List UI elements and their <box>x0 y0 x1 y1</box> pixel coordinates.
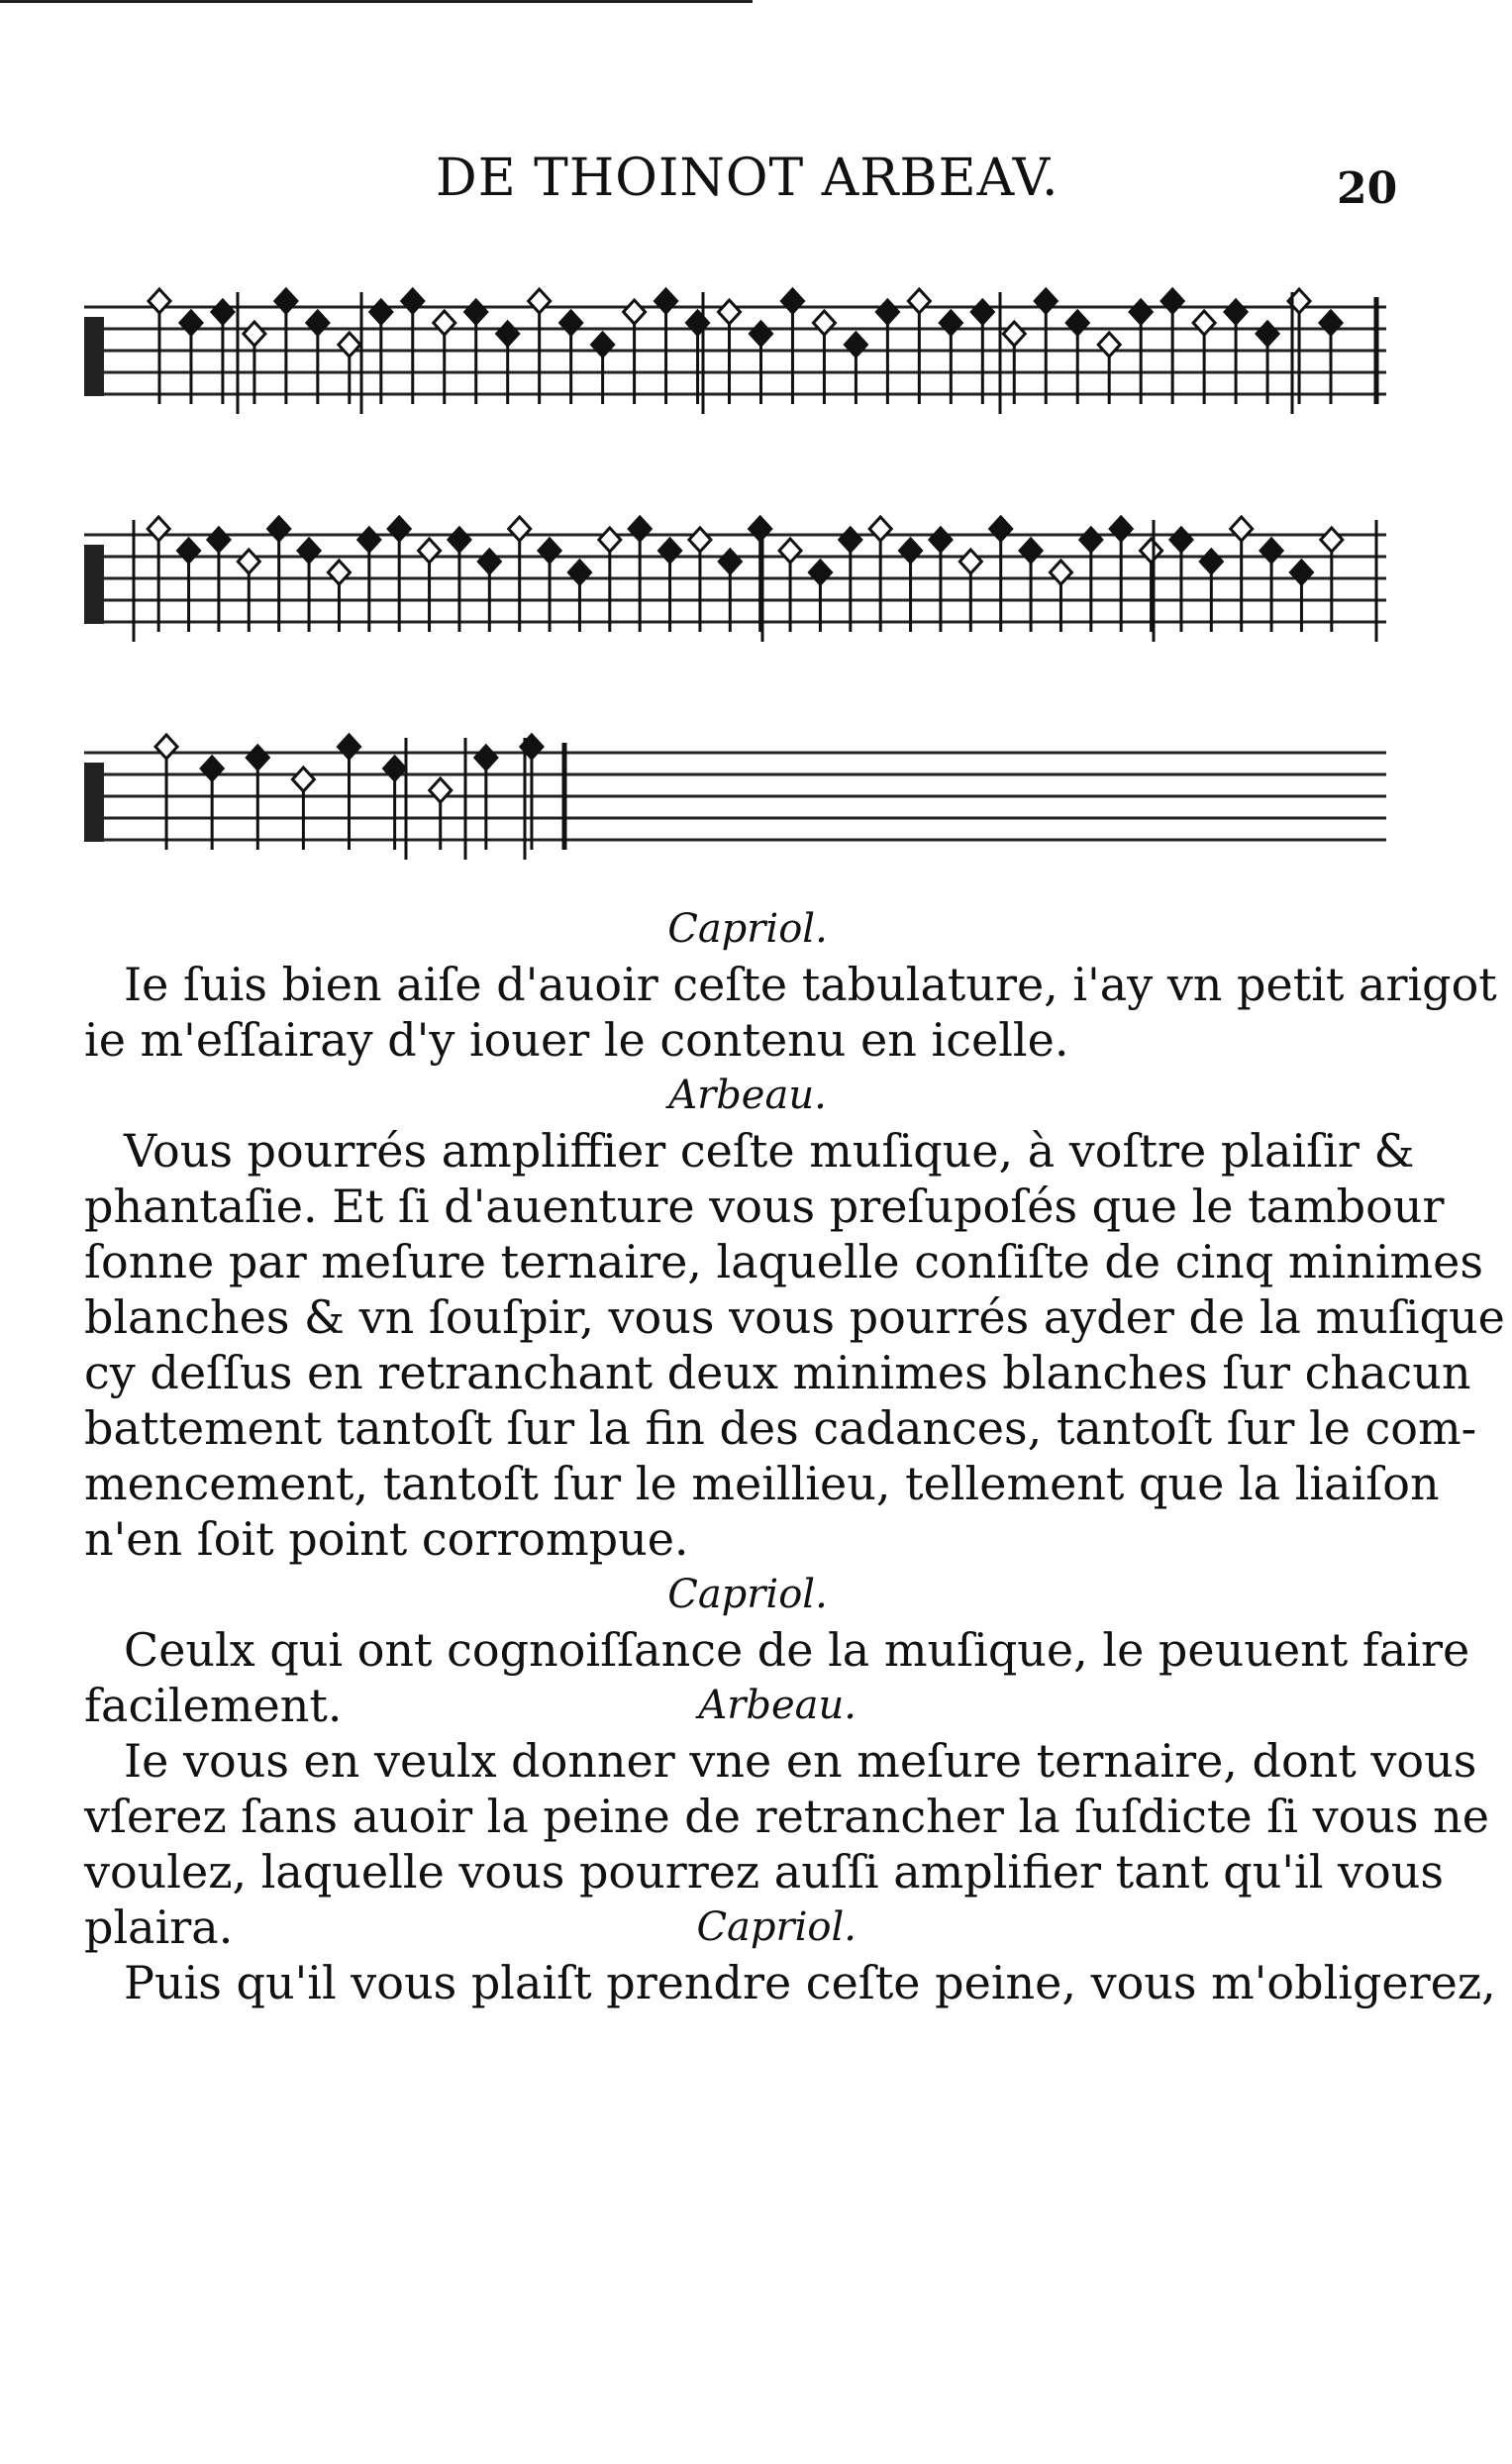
note-head <box>238 550 259 573</box>
text-line: battement tantoſt ſur la fin des cadances, tantoſt ſur le com- <box>84 1401 1477 1455</box>
note-head <box>779 539 801 563</box>
note-head <box>1321 528 1343 552</box>
note-head <box>840 528 861 552</box>
note-head <box>971 300 993 324</box>
music-staff-1 <box>0 267 1512 446</box>
text-line: Ie ſuis bien aiſe d'auoir ceſte tabulature, i'ay vn petit arigot <box>124 958 1497 1011</box>
note-head <box>655 289 677 313</box>
note-head <box>1098 333 1120 357</box>
note-head <box>624 300 646 324</box>
text-line: facilement. <box>84 1679 343 1732</box>
note-head <box>1260 539 1282 563</box>
paragraph-arbeau-2 <box>84 1733 1489 1899</box>
text-line: Ceulx qui ont cognoiſſance de la muſique, le peuuent faire <box>124 1623 1470 1677</box>
paragraph-capriol-2 <box>84 1622 1470 1678</box>
speaker-label: Capriol. <box>667 1572 828 1617</box>
line-with-speaker <box>84 1678 1411 1733</box>
text-line: Vous pourrés ampliffier ceſte muſique, à voſtre plaiſir & <box>124 1124 1415 1178</box>
paragraph-arbeau-1 <box>84 1123 1505 1567</box>
note-head <box>560 311 582 335</box>
note-head <box>990 517 1012 541</box>
paragraph-capriol-3 <box>84 1955 1496 2010</box>
note-head <box>959 550 981 573</box>
note-head <box>1170 528 1192 552</box>
line-with-speaker <box>84 1899 1411 1955</box>
text-line: cy deſſus en retranchant deux minimes blanches ſur chacun <box>84 1346 1471 1399</box>
note-head <box>449 528 470 552</box>
note-head <box>1050 561 1071 584</box>
note-head <box>539 539 560 563</box>
note-head <box>1035 289 1057 313</box>
note-head <box>465 300 487 324</box>
note-head <box>384 757 406 780</box>
note-head <box>1066 311 1088 335</box>
clef-mark <box>84 545 104 624</box>
note-head <box>388 517 410 541</box>
note-head <box>149 289 170 313</box>
note-head <box>497 322 519 346</box>
note-head <box>1141 539 1162 563</box>
note-head <box>689 528 711 552</box>
music-staff-2 <box>0 495 1512 673</box>
note-head <box>275 289 297 313</box>
note-head <box>298 539 320 563</box>
note-head <box>1231 517 1253 541</box>
note-head <box>869 517 891 541</box>
note-head <box>940 311 961 335</box>
clef-mark <box>84 317 104 396</box>
text-line: phantaſie. Et ſi d'auenture vous preſupoſés que le tambour <box>84 1180 1445 1233</box>
text-line: plaira. <box>84 1900 234 1954</box>
note-head <box>268 517 290 541</box>
running-head: DE THOINOT ARBEAV. <box>436 149 1059 208</box>
note-head <box>1320 311 1342 335</box>
note-head <box>1257 322 1278 346</box>
text-line: ie m'eſſairay d'y iouer le contenu en icelle. <box>84 1013 1069 1067</box>
speaker-label: Capriol. <box>667 906 828 952</box>
note-head <box>339 735 360 759</box>
note-head <box>1003 322 1025 346</box>
clef-mark <box>84 763 104 842</box>
note-head <box>148 517 169 541</box>
speaker-label: Capriol. <box>696 1904 857 1950</box>
note-head <box>180 311 202 335</box>
note-head <box>1161 289 1183 313</box>
note-head <box>813 311 835 335</box>
speaker-label: Arbeau. <box>698 1683 857 1728</box>
text-line: blanches & vn ſouſpir, vous vous pourrés ayder de la muſique <box>84 1290 1505 1344</box>
note-head <box>430 778 452 802</box>
note-head <box>845 333 866 357</box>
note-head <box>1225 300 1247 324</box>
note-head <box>244 322 265 346</box>
note-head <box>307 311 329 335</box>
text-body <box>84 901 1505 2010</box>
top-rule <box>0 0 753 3</box>
note-head <box>1020 539 1042 563</box>
note-head <box>178 539 200 563</box>
note-head <box>201 757 223 780</box>
note-head <box>659 539 681 563</box>
note-head <box>1110 517 1132 541</box>
note-head <box>750 322 771 346</box>
speaker-label: Arbeau. <box>668 1073 827 1118</box>
music-staff-3 <box>0 713 1512 891</box>
note-head <box>876 300 898 324</box>
note-head <box>592 333 614 357</box>
note-head <box>1130 300 1152 324</box>
note-head <box>212 300 234 324</box>
text-line: voulez, laquelle vous pourrez auſſi amplifier tant qu'il vous <box>84 1845 1444 1899</box>
text-line: Ie vous en veulx donner vne en meſure ternaire, dont vous <box>124 1734 1477 1788</box>
note-head <box>908 289 930 313</box>
page-number: 20 <box>1337 163 1398 214</box>
note-head <box>478 550 500 573</box>
note-head <box>1080 528 1102 552</box>
note-head <box>687 311 709 335</box>
note-head <box>719 550 741 573</box>
note-head <box>434 311 455 335</box>
note-head <box>358 528 380 552</box>
note-head <box>1290 561 1312 584</box>
note-head <box>1200 550 1222 573</box>
text-line: ſonne par meſure ternaire, laquelle conſiſte de cinq minimes <box>84 1235 1483 1288</box>
note-head <box>930 528 952 552</box>
note-head <box>568 561 590 584</box>
note-head <box>529 289 551 313</box>
text-line: mencement, tantoſt ſur le meillieu, tellement que la liaiſon <box>84 1457 1440 1510</box>
note-head <box>781 289 803 313</box>
note-head <box>809 561 831 584</box>
note-head <box>629 517 651 541</box>
note-head <box>339 333 360 357</box>
note-head <box>750 517 771 541</box>
note-head <box>1193 311 1215 335</box>
paragraph-capriol-1 <box>84 957 1497 1068</box>
note-head <box>370 300 392 324</box>
note-head <box>402 289 424 313</box>
text-line: vſerez ſans auoir la peine de retrancher la ſuſdicte ſi vous ne <box>84 1790 1489 1843</box>
note-head <box>328 561 350 584</box>
note-head <box>247 746 268 770</box>
text-line: Puis qu'il vous plaiſt prendre ceſte peine, vous m'obligerez, <box>124 1956 1496 2009</box>
note-head <box>292 768 314 791</box>
note-head <box>719 300 741 324</box>
note-head <box>900 539 922 563</box>
note-head <box>475 746 497 770</box>
note-head <box>155 735 177 759</box>
note-head <box>599 528 621 552</box>
note-head <box>419 539 441 563</box>
note-head <box>208 528 230 552</box>
text-line: n'en ſoit point corrompue. <box>84 1512 689 1566</box>
note-head <box>509 517 531 541</box>
